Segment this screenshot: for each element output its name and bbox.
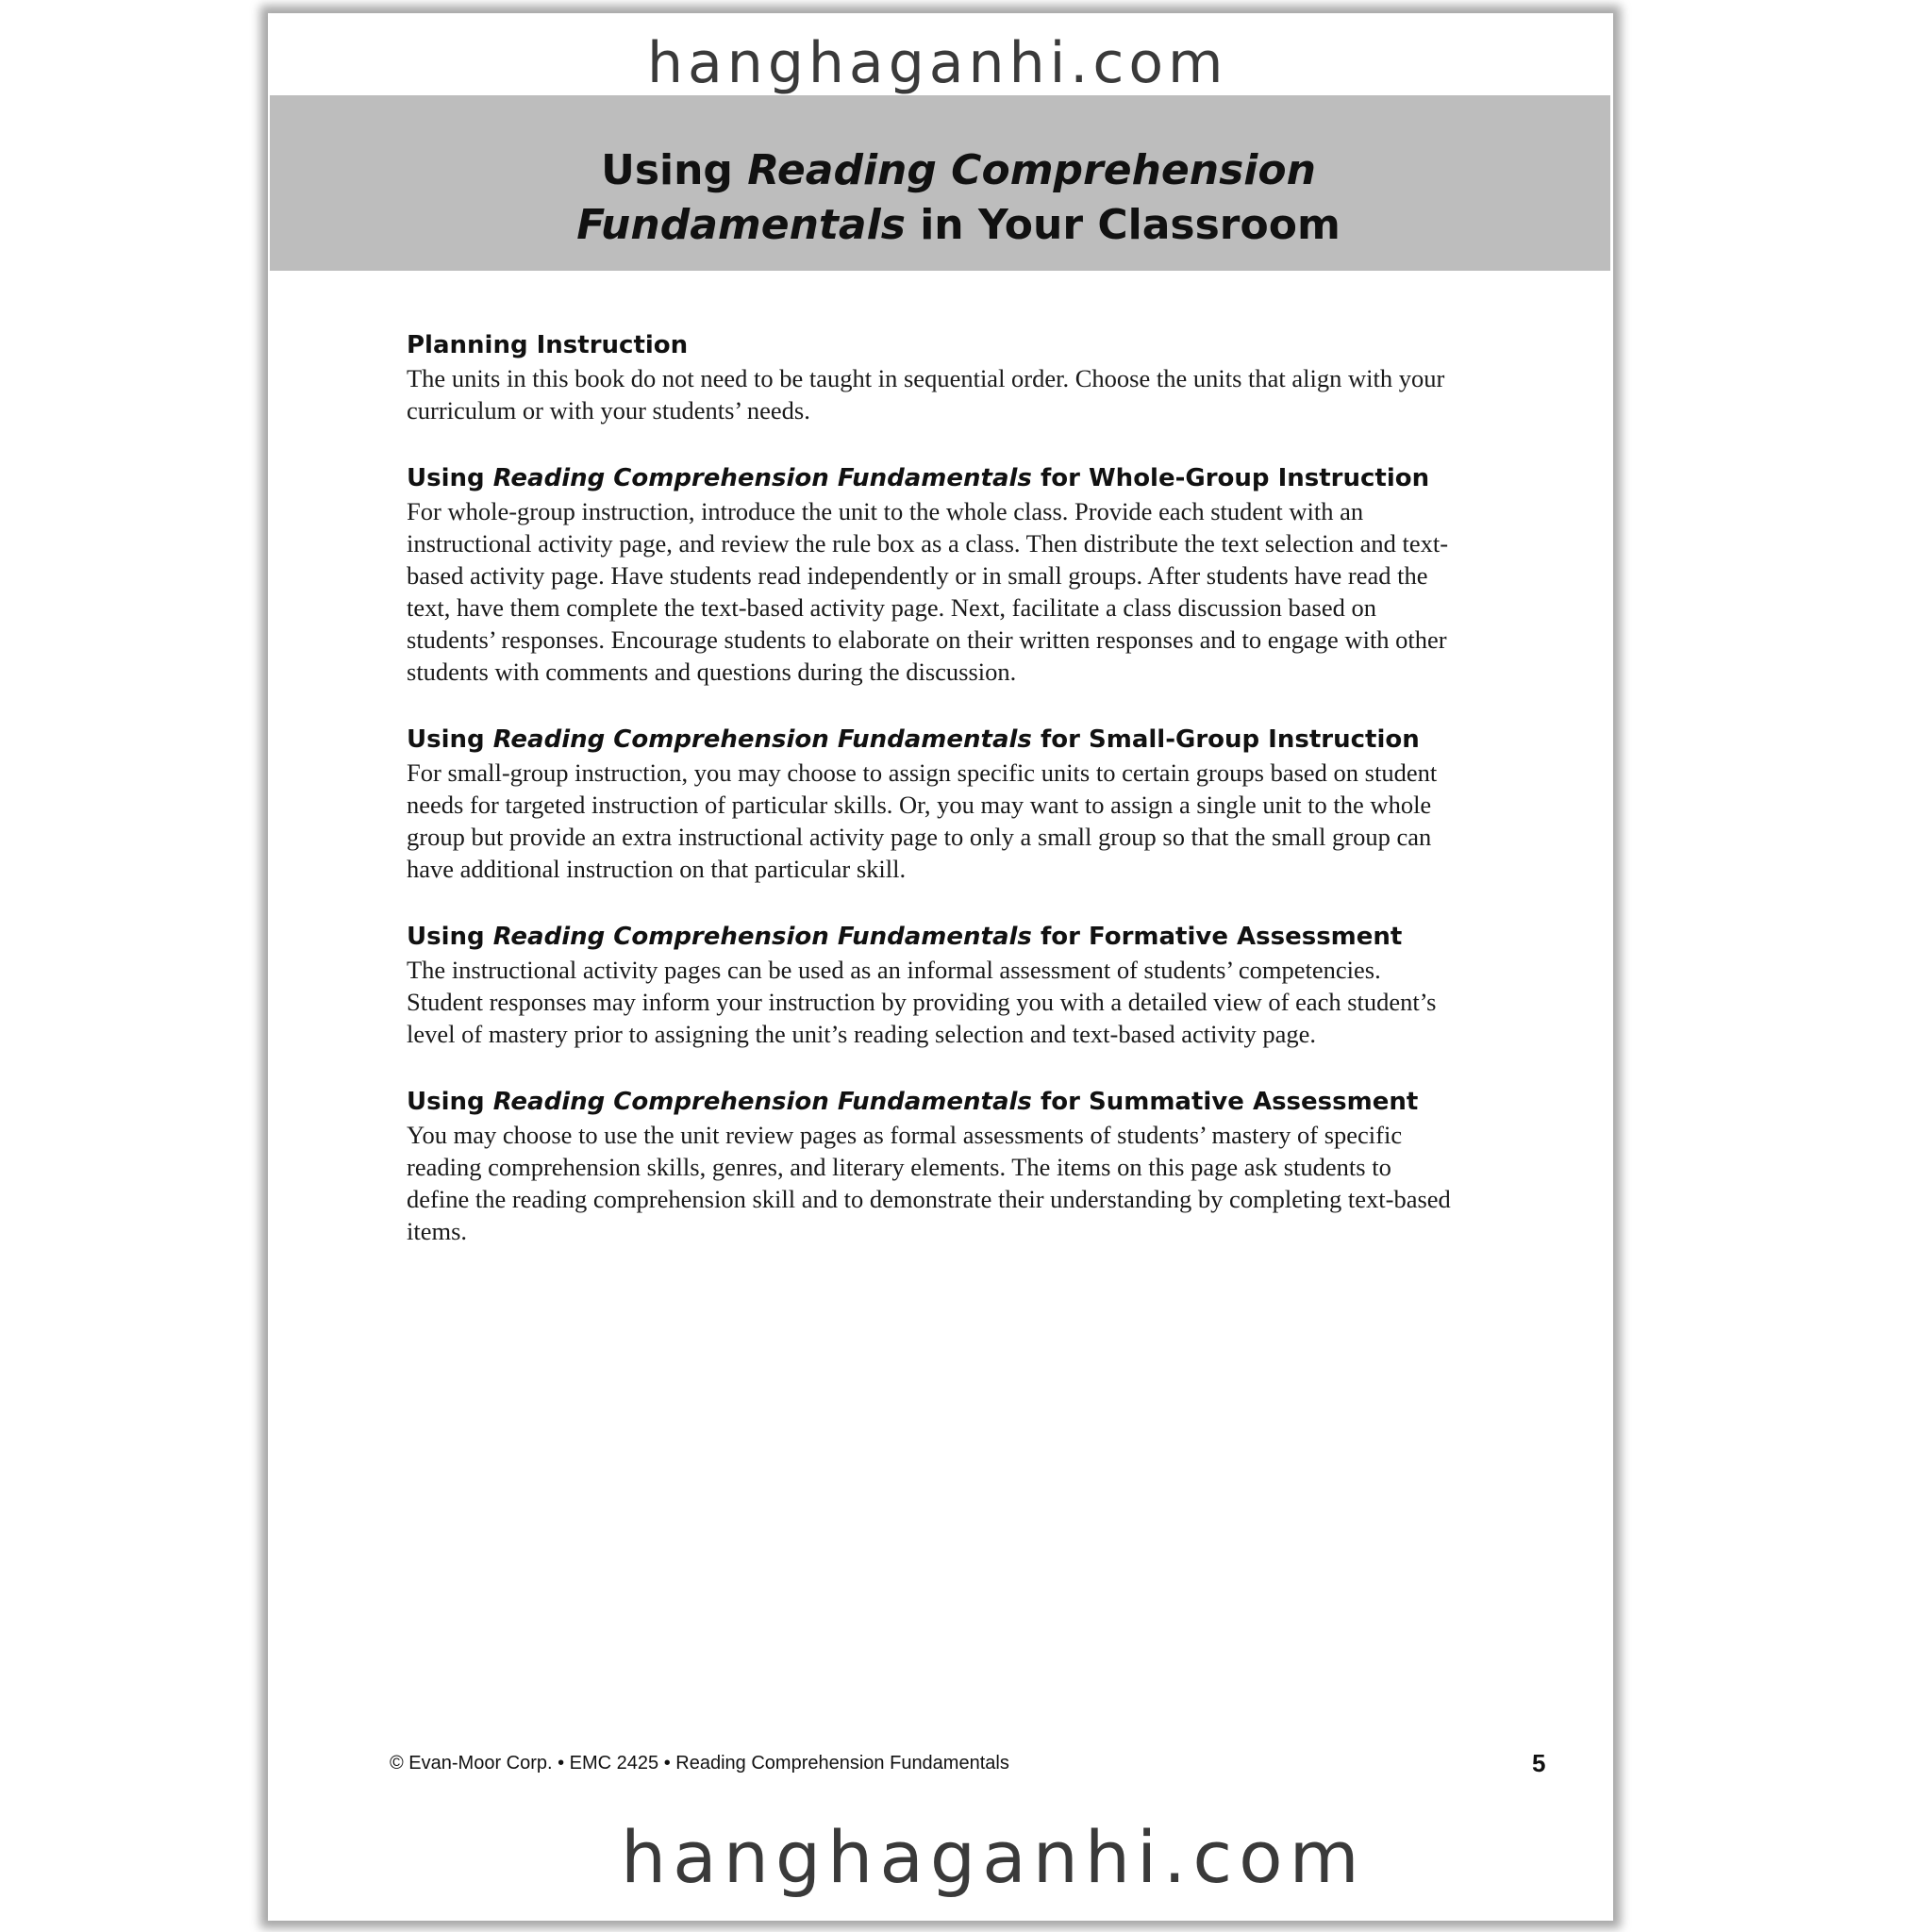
heading-italic: Reading Comprehension Fundamentals: [492, 923, 1032, 951]
heading-prefix: Using: [407, 464, 493, 492]
heading-italic: Reading Comprehension Fundamentals: [492, 725, 1032, 754]
section-heading: [407, 328, 1454, 362]
section-heading: [407, 1085, 1454, 1119]
watermark-top: hanghaganhi.com: [647, 30, 1228, 96]
heading-text: Planning Instruction: [407, 331, 689, 359]
section-paragraph: The instructional activity pages can be used as an informal assessment of students’ competencies. Student responses may inform your instruction by providing you with a detailed view of each student’s level of mastery prior to assigning the unit’s reading selection and text-based activity page.: [407, 956, 1437, 1048]
section-paragraph: You may choose to use the unit review pages as formal assessments of students’ mastery of specific reading comprehension skills, genres, and literary elements. The items on this page ask students to define the reading comprehension skill and to demonstrate their understanding by completing text-based items.: [407, 1121, 1451, 1245]
section-paragraph: The units in this book do not need to be taught in sequential order. Choose the units that align with your curriculum or with your students’ needs.: [407, 364, 1445, 425]
heading-italic: Reading Comprehension Fundamentals: [492, 464, 1032, 492]
heading-prefix: Using: [407, 1088, 493, 1116]
heading-prefix: Using: [407, 923, 493, 951]
title-part1: Using: [601, 146, 748, 194]
section-small-group: [407, 723, 1454, 885]
watermark-bottom: hanghaganhi.com: [621, 1815, 1366, 1899]
heading-suffix: for Summative Assessment: [1031, 1088, 1419, 1116]
section-whole-group: [407, 461, 1454, 688]
main-content: [407, 328, 1454, 1282]
page-number: 5: [1532, 1749, 1546, 1777]
section-heading: [407, 723, 1454, 757]
title-italic1: Reading Comprehension: [747, 146, 1316, 194]
title-italic2: Fundamentals: [576, 201, 906, 249]
title-part2: in Your Classroom: [905, 201, 1341, 249]
section-paragraph: For small-group instruction, you may choose to assign specific units to certain groups based on student needs for targeted instruction of particular skills. Or, you may want to assign a single unit to the whole group but provide an extra instructional activity page to only a small group so that the small group can have additional instruction on that particular skill.: [407, 758, 1438, 883]
footer-credit: © Evan-Moor Corp. • EMC 2425 • Reading Comprehension Fundamentals: [390, 1753, 1009, 1774]
section-heading: [407, 461, 1454, 495]
section-planning-instruction: [407, 328, 1454, 426]
section-heading: [407, 920, 1454, 954]
page-title: [270, 143, 1609, 253]
heading-prefix: Using: [407, 725, 493, 754]
section-summative-assessment: [407, 1085, 1454, 1247]
section-paragraph: For whole-group instruction, introduce the unit to the whole class. Provide each student with an instructional activity page, and review the rule box as a class. Then distribute the text selection and text-based activity page. Have students read independently or in small groups. After students have read the text, have them complete the text-based activity page. Next, facilitate a class discussion based on students’ responses. Encourage students to elaborate on their written responses and to engage with other students with comments and questions during the discussion.: [407, 497, 1449, 686]
heading-suffix: for Whole-Group Instruction: [1031, 464, 1430, 492]
heading-italic: Reading Comprehension Fundamentals: [492, 1088, 1032, 1116]
heading-suffix: for Small-Group Instruction: [1031, 725, 1420, 754]
heading-suffix: for Formative Assessment: [1031, 923, 1403, 951]
section-formative-assessment: [407, 920, 1454, 1050]
